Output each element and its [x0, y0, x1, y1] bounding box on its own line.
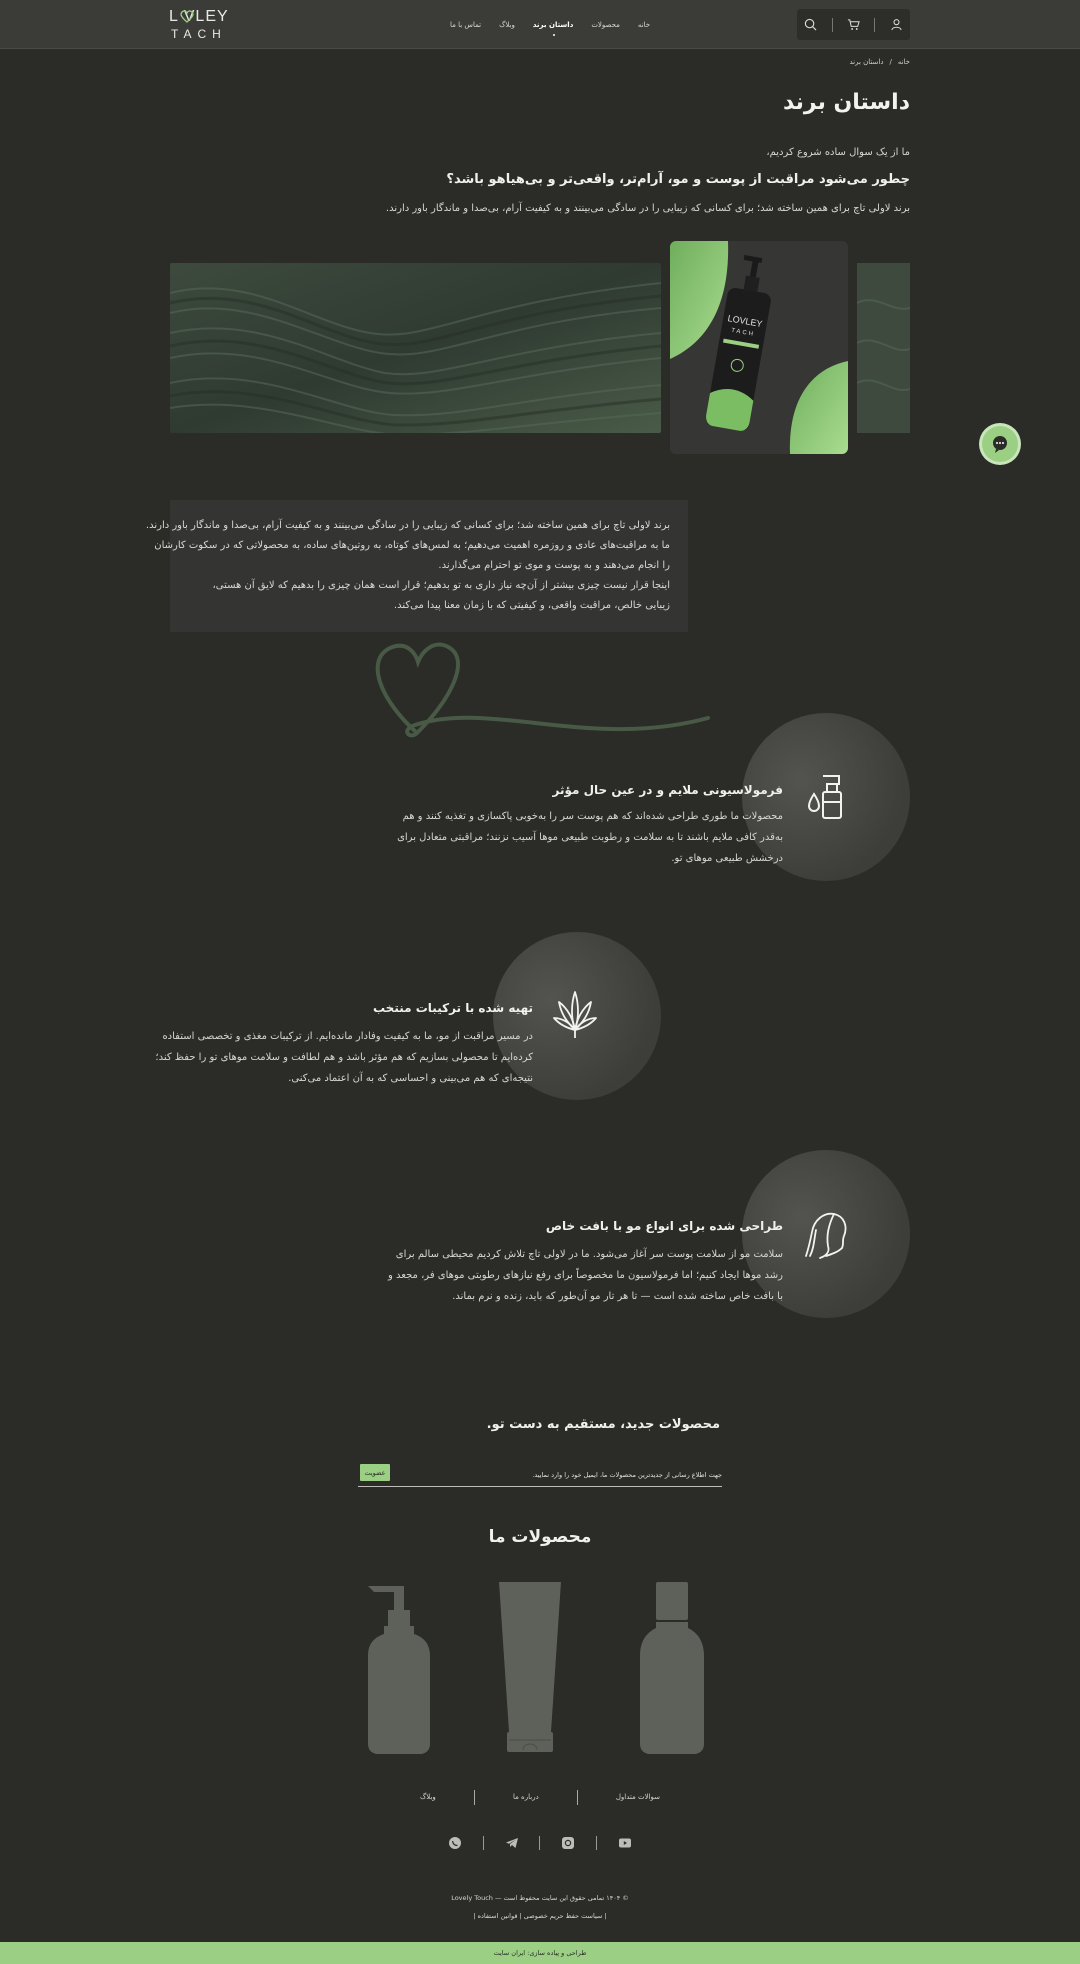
newsletter-form	[358, 1462, 722, 1487]
header-tools	[797, 9, 910, 40]
story-line: را انجام می‌دهند و به پوست و موی تو احترام می‌گذارند.	[438, 560, 670, 571]
hero-texture-image-side	[857, 263, 910, 433]
subscribe-button[interactable]: عضویت	[360, 1464, 390, 1481]
hero-texture-image	[170, 263, 661, 433]
product-pump-bottle[interactable]	[364, 1582, 434, 1754]
feature-title: فرمولاسیونی ملایم و در عین حال مؤثر	[552, 783, 783, 797]
products-title: محصولات ما	[488, 1527, 592, 1547]
logo[interactable]	[169, 8, 233, 42]
credit-bar: طراحی و پیاده سازی: ایران سایت	[0, 1942, 1080, 1964]
social-divider	[596, 1836, 597, 1850]
feature-line: کرده‌ایم تا محصولی بسازیم که هم مؤثر باشد و هم لطافت و سلامت موهای تو را حفظ کند؛	[155, 1052, 533, 1063]
feature-description	[155, 1026, 533, 1089]
logo-top: L VLEY	[169, 8, 229, 25]
breadcrumb-home[interactable]: خانه	[897, 58, 910, 66]
nav-contact[interactable]: تماس با ما	[450, 21, 482, 29]
footer-link-blog[interactable]: وبلاگ	[420, 1793, 436, 1801]
feature-line: نتیجه‌ای که هم می‌بینی و احساسی که به آن اعتماد می‌کنی.	[288, 1073, 533, 1084]
feature-title: طراحی شده برای انواع مو با بافت خاص	[545, 1219, 783, 1233]
nav-products[interactable]: محصولات	[591, 21, 620, 29]
breadcrumb	[843, 58, 910, 66]
hero-product-image	[670, 241, 848, 454]
site-header	[0, 0, 1080, 49]
leaf-icon	[553, 990, 597, 1040]
footer-divider	[474, 1790, 475, 1805]
story-line: ما به مراقبت‌های عادی و روزمره اهمیت می‌دهیم؛ به لمس‌های کوتاه، به روتین‌های ساده، به محصولاتی که در سکوت کارشان	[154, 540, 670, 551]
feature-line: سلامت مو از سلامت پوست سر آغاز می‌شود. ما در لاولی تاچ تلاش کردیم محیطی سالم برای	[395, 1249, 783, 1260]
social-divider	[539, 1836, 540, 1850]
footer-links	[420, 1788, 660, 1806]
feature-description	[397, 806, 783, 869]
newsletter-title: محصولات جدید، مستقیم به دست تو.	[486, 1417, 720, 1432]
heart-swirl-decoration	[370, 640, 710, 760]
feature-description	[388, 1244, 783, 1307]
intro-question: چطور می‌شود مراقبت از پوست و مو، آرام‌تر، واقعی‌تر و بی‌هیاهو باشد؟	[446, 172, 910, 187]
feature-title: تهیه شده با ترکیبات منتخب	[372, 1001, 533, 1015]
nav-brand-story[interactable]: داستان برند	[533, 18, 573, 32]
whatsapp-icon[interactable]	[448, 1836, 462, 1850]
bottle-brand-bottom: TACH	[730, 327, 756, 338]
bottle-drop-icon	[806, 772, 850, 822]
tools-divider	[832, 18, 833, 32]
social-links	[448, 1833, 632, 1853]
feature-line: با بافت خاص ساخته شده است — تا هر تار مو آن‌طور که باید، زنده و نرم بماند.	[452, 1291, 783, 1302]
logo-heart-icon	[180, 10, 194, 23]
feature-line: درخشش طبیعی موهای تو.	[671, 853, 783, 864]
feature-line: محصولات ما طوری طراحی شده‌اند که هم پوست سر را به‌خوبی پاکسازی و تغذیه کنند و هم	[402, 811, 783, 822]
bottle-brand-top: LOVLEY	[726, 313, 764, 330]
story-box	[145, 500, 688, 632]
chat-button[interactable]	[982, 426, 1018, 462]
story-line: اینجا قرار نیست چیزی بیشتر از آن‌چه نیاز داری به تو بدهیم؛ قرار است همان چیزی را بدهیم که لایق آن هستی،	[212, 580, 670, 591]
feature-line: در مسیر مراقبت از مو، ما به کیفیت وفادار مانده‌ایم. از ترکیبات مغذی و تخصصی استفاده	[162, 1031, 533, 1042]
nav-home[interactable]: خانه	[637, 21, 651, 29]
telegram-icon[interactable]	[505, 1836, 519, 1850]
feature-line: رشد موها ایجاد کنیم؛ اما فرمولاسیون ما مخصوصاً برای رفع نیازهای رطوبتی موهای فر، مجعد و	[388, 1270, 783, 1281]
hair-icon	[804, 1210, 848, 1260]
page-title: داستان برند	[782, 90, 910, 115]
search-icon[interactable]	[804, 18, 817, 31]
breadcrumb-current: داستان برند	[849, 58, 884, 66]
newsletter-email-input[interactable]	[462, 1468, 722, 1482]
breadcrumb-separator: /	[889, 58, 892, 66]
footer-link-faq[interactable]: سوالات متداول	[615, 1793, 660, 1801]
instagram-icon[interactable]	[561, 1836, 575, 1850]
policy-links[interactable]: | سیاست حفظ حریم خصوصی | قوانین استفاده |	[473, 1912, 607, 1920]
logo-bottom: TACH	[171, 27, 227, 41]
social-divider	[483, 1836, 484, 1850]
product-bottle[interactable]	[638, 1582, 706, 1754]
user-icon[interactable]	[890, 18, 903, 31]
copyright: © ۱۴۰۴ تمامی حقوق این سایت محفوظ است — Lovely Touch	[451, 1894, 629, 1902]
story-line: زیبایی خالص، مراقبت واقعی، و کیفیتی که با زمان معنا پیدا می‌کند.	[393, 600, 670, 611]
footer-link-about[interactable]: درباره ما	[512, 1793, 539, 1801]
footer-divider	[577, 1790, 578, 1805]
cart-icon[interactable]	[847, 18, 860, 31]
chat-icon	[990, 434, 1010, 454]
intro-line: ما از یک سوال ساده شروع کردیم،	[766, 147, 910, 158]
product-tube[interactable]	[497, 1582, 563, 1754]
nav-blog[interactable]: وبلاگ	[499, 21, 515, 29]
story-line: برند لاولی تاچ برای همین ساخته شد؛ برای کسانی که زیبایی را در سادگی می‌بینند و به کیفیت آرام، بی‌صدا و ماندگار باور دارند.	[145, 520, 670, 531]
main-nav	[450, 18, 650, 32]
tools-divider	[874, 18, 875, 32]
feature-line: به‌قدر کافی ملایم باشند تا به سلامت و رطوبت طبیعی موها آسیب نزنند؛ مراقبتی متعادل برای	[397, 832, 783, 843]
intro-description: برند لاولی تاچ برای همین ساخته شد؛ برای کسانی که زیبایی را در سادگی می‌بینند و به کیفیت آرام، بی‌صدا و ماندگار باور دارند.	[385, 203, 910, 214]
youtube-icon[interactable]	[618, 1836, 632, 1850]
